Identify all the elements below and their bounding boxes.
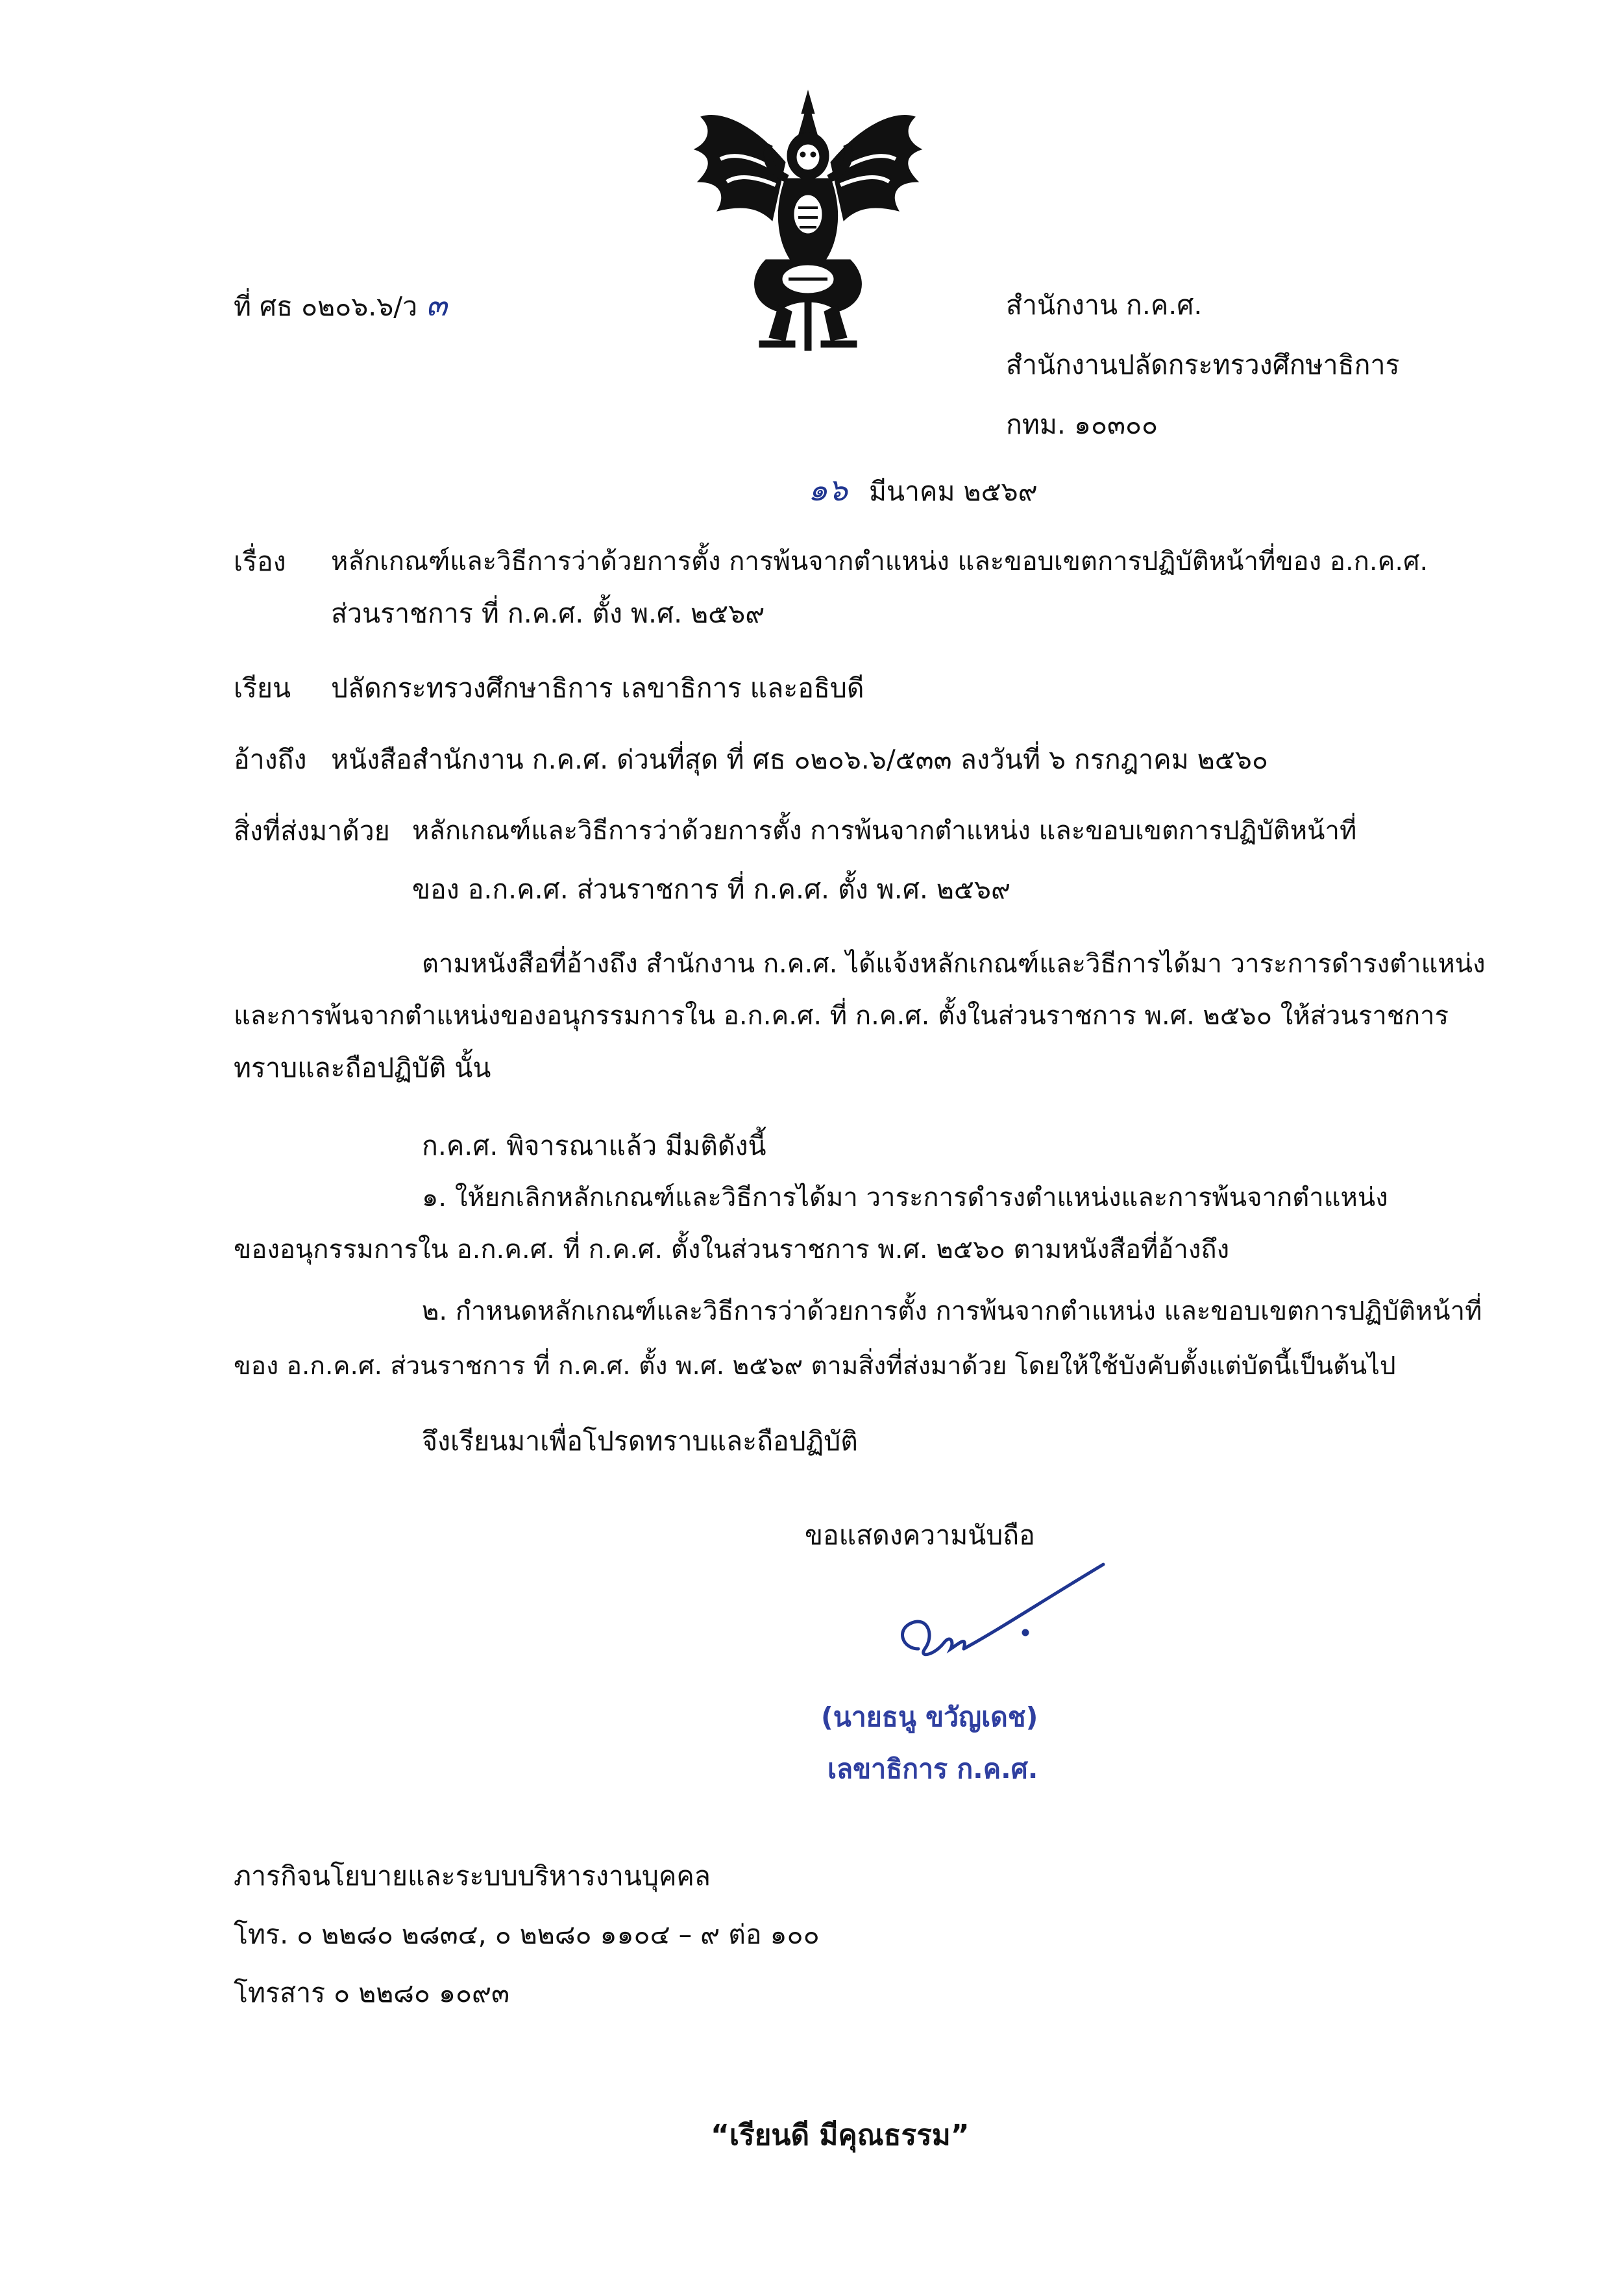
motto: “เรียนดี มีคุณธรรม” — [711, 2119, 970, 2152]
garuda-emblem-icon — [681, 84, 935, 357]
org-line-1: สำนักงาน ก.ค.ศ. — [1006, 290, 1203, 321]
paragraph-1-line-2: และการพ้นจากตำแหน่งของอนุกรรมการใน อ.ก.ค.ศ. ที่ ก.ค.ศ. ตั้งในส่วนราชการ พ.ศ. ๒๕๖๐ ให้ส่วนราชการ — [234, 1001, 1449, 1031]
date-day-handwritten: ๑๖ — [808, 472, 848, 508]
subject-label: เรื่อง — [234, 546, 286, 577]
salutation: ขอแสดงความนับถือ — [805, 1520, 1035, 1551]
paragraph-1-line-3: ทราบและถือปฏิบัติ นั้น — [234, 1052, 491, 1083]
signer-name: (นายธนู ขวัญเดช) — [821, 1701, 1038, 1733]
signer-position: เลขาธิการ ก.ค.ศ. — [827, 1753, 1038, 1784]
footer-telephone: โทร. ๐ ๒๒๘๐ ๒๘๓๔, ๐ ๒๒๘๐ ๑๑๐๔ – ๙ ต่อ ๑๐๐ — [234, 1919, 820, 1950]
paragraph-2: ก.ค.ศ. พิจารณาแล้ว มีมติดังนี้ — [422, 1130, 766, 1161]
footer-fax: โทรสาร ๐ ๒๒๘๐ ๑๐๙๓ — [234, 1977, 510, 2008]
footer-unit: ภารกิจนโยบายและระบบบริหารงานบุคคล — [234, 1860, 711, 1892]
to-label: เรียน — [234, 673, 291, 704]
org-line-3: กทม. ๑๐๓๐๐ — [1006, 409, 1158, 440]
to-text: ปลัดกระทรวงศึกษาธิการ เลขาธิการ และอธิบดี — [331, 673, 864, 704]
reference-number-handwritten: ๓ — [426, 287, 447, 323]
item-1-line-1: ๑. ให้ยกเลิกหลักเกณฑ์และวิธีการได้มา วาระการดำรงตำแหน่งและการพ้นจากตำแหน่ง — [422, 1183, 1388, 1213]
item-2-line-1: ๒. กำหนดหลักเกณฑ์และวิธีการว่าด้วยการตั้ง การพ้นจากตำแหน่ง และขอบเขตการปฏิบัติหน้าที่ — [422, 1296, 1482, 1326]
document-date — [808, 471, 1038, 511]
enclosure-label: สิ่งที่ส่งมาด้วย — [234, 815, 390, 846]
date-month-year: มีนาคม ๒๕๖๙ — [868, 476, 1038, 507]
subject-line-1: หลักเกณฑ์และวิธีการว่าด้วยการตั้ง การพ้นจากตำแหน่ง และขอบเขตการปฏิบัติหน้าที่ของ อ.ก.ค.ศ. — [331, 547, 1428, 576]
paragraph-1-line-1: ตามหนังสือที่อ้างถึง สำนักงาน ก.ค.ศ. ได้แจ้งหลักเกณฑ์และวิธีการได้มา วาระการดำรงตำแหน่ง — [422, 949, 1486, 979]
org-line-2: สำนักงานปลัดกระทรวงศึกษาธิการ — [1006, 349, 1400, 380]
item-1-line-2: ของอนุกรรมการใน อ.ก.ค.ศ. ที่ ก.ค.ศ. ตั้งในส่วนราชการ พ.ศ. ๒๕๖๐ ตามหนังสือที่อ้างถึง — [234, 1235, 1230, 1265]
enclosure-line-1: หลักเกณฑ์และวิธีการว่าด้วยการตั้ง การพ้นจากตำแหน่ง และขอบเขตการปฏิบัติหน้าที่ — [412, 816, 1357, 846]
closing-sentence: จึงเรียนมาเพื่อโปรดทราบและถือปฏิบัติ — [422, 1426, 858, 1457]
reference-label: อ้างถึง — [234, 744, 307, 775]
reference-text: หนังสือสำนักงาน ก.ค.ศ. ด่วนที่สุด ที่ ศธ ๐๒๐๖.๖/๕๓๓ ลงวันที่ ๖ กรกฎาคม ๒๕๖๐ — [331, 744, 1268, 775]
enclosure-line-2: ของ อ.ก.ค.ศ. ส่วนราชการ ที่ ก.ค.ศ. ตั้ง พ.ศ. ๒๕๖๙ — [412, 874, 1011, 905]
item-2-line-2: ของ อ.ก.ค.ศ. ส่วนราชการ ที่ ก.ค.ศ. ตั้ง พ.ศ. ๒๕๖๙ ตามสิ่งที่ส่งมาด้วย โดยให้ใช้บังคับตั้งแต่บัดนี้เป็นต้นไป — [234, 1352, 1396, 1381]
handwritten-signature — [857, 1551, 1129, 1701]
subject-line-2: ส่วนราชการ ที่ ก.ค.ศ. ตั้ง พ.ศ. ๒๕๖๙ — [331, 598, 765, 629]
reference-number-label: ที่ ศธ ๐๒๐๖.๖/ว — [234, 291, 418, 322]
reference-number — [234, 286, 447, 326]
